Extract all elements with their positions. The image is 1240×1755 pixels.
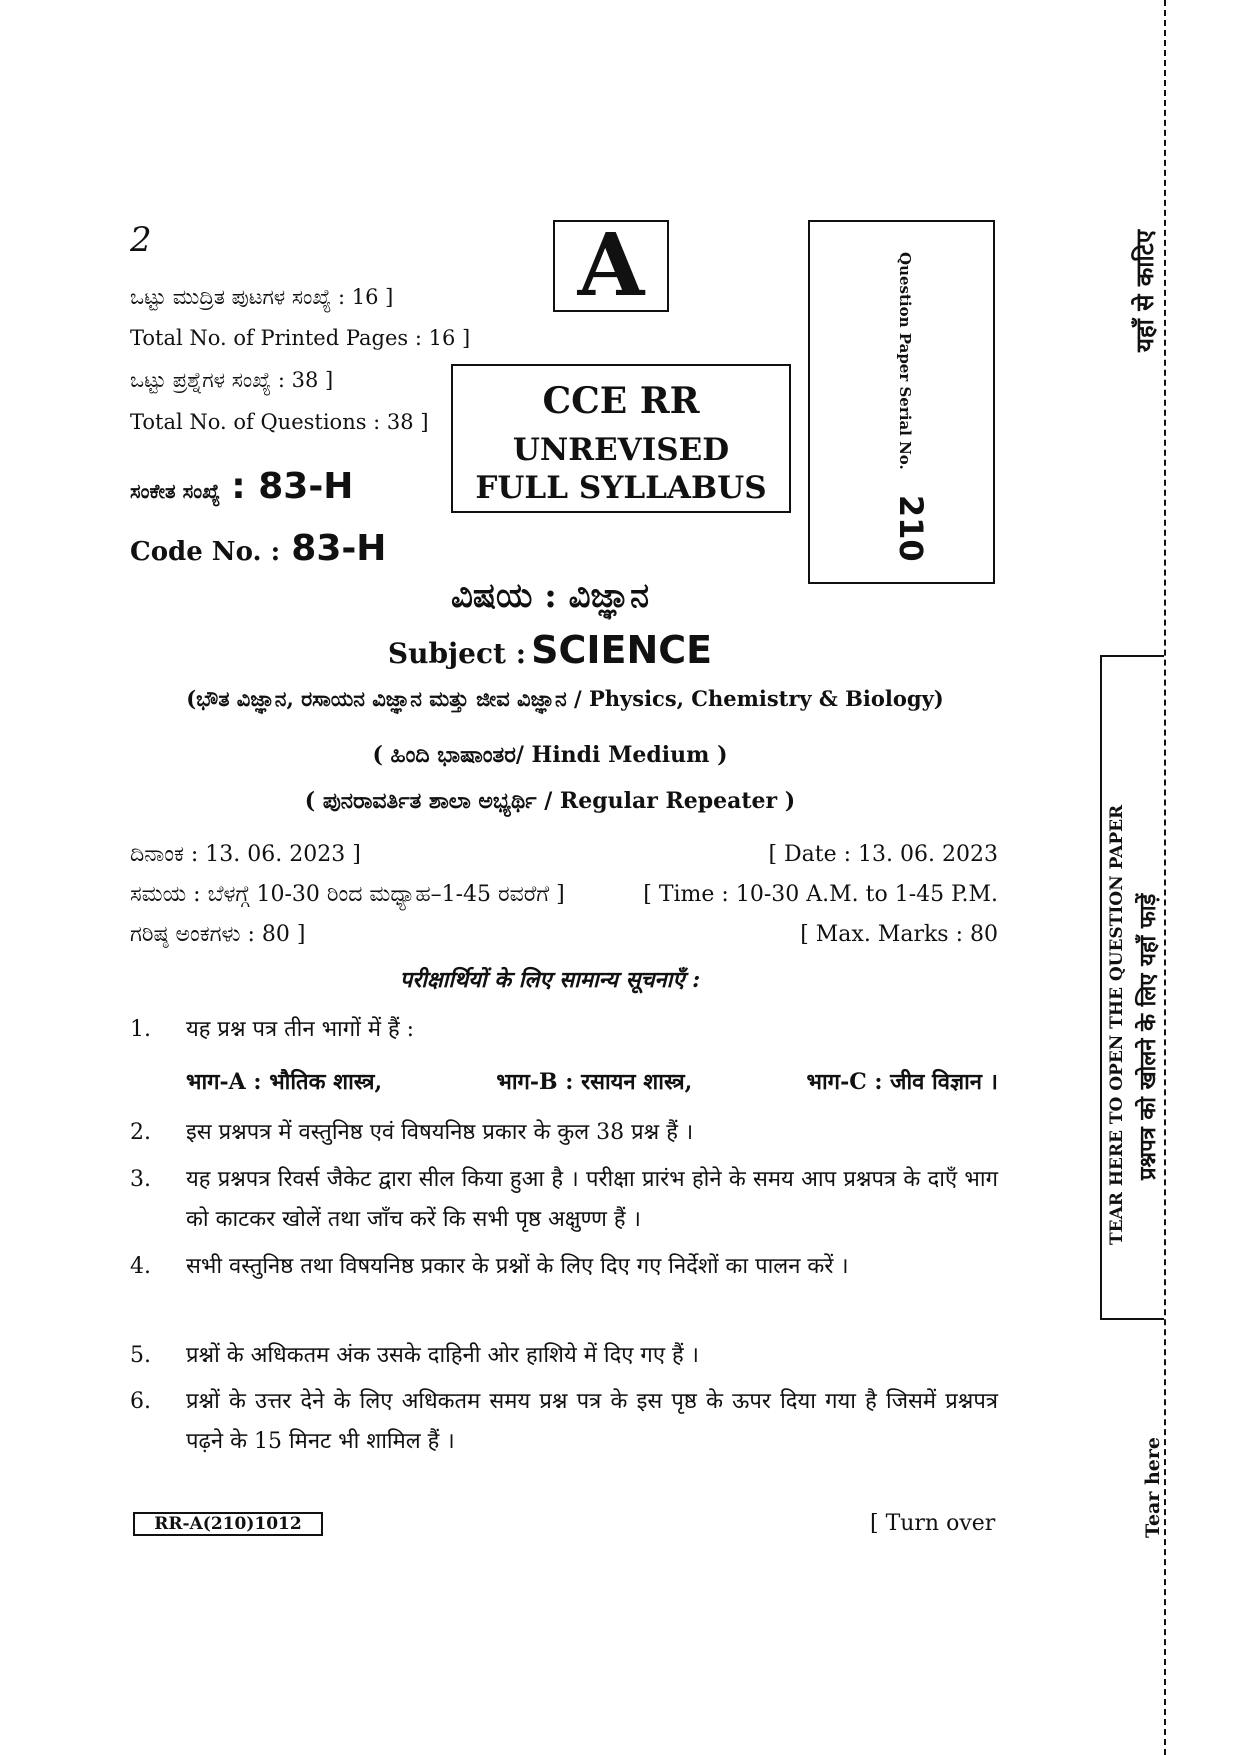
code-value: 83-H bbox=[291, 528, 387, 569]
instruction-item bbox=[130, 1160, 998, 1240]
time-row bbox=[130, 882, 998, 907]
instruction-item bbox=[130, 1247, 998, 1287]
marks-row bbox=[130, 922, 998, 947]
part-a: भाग-A : भौतिक शास्त्र, bbox=[186, 1069, 383, 1095]
instruction-number: 2. bbox=[130, 1120, 151, 1145]
turn-over: [ Turn over bbox=[870, 1511, 996, 1536]
exam-type-line2: FULL SYLLABUS bbox=[475, 470, 767, 506]
tear-instruction-english: TEAR HERE TO OPEN THE QUESTION PAPER bbox=[1107, 804, 1127, 1245]
code-label: Code No. : bbox=[130, 537, 281, 567]
reference-code: RR-A(210)1012 bbox=[133, 1512, 323, 1536]
instruction-number: 5. bbox=[130, 1343, 151, 1368]
tear-here-label[interactable]: Tear here bbox=[1142, 1437, 1164, 1538]
date-row bbox=[130, 842, 998, 867]
instruction-item bbox=[130, 1113, 998, 1153]
marks-kannada: ಗರಿಷ್ಠ ಅಂಕಗಳು : 80 ] bbox=[130, 922, 306, 947]
time-kannada: ಸಮಯ : ಬೆಳಗ್ಗೆ 10-30 ರಿಂದ ಮಧ್ಯಾಹ–1-45 ರವರೆಗೆ ] bbox=[130, 882, 565, 907]
instruction-text: प्रश्नों के अधिकतम अंक उसके दाहिनी ओर हाशिये में दिए गए हैं । bbox=[186, 1343, 699, 1368]
date-english: [ Date : 13. 06. 2023 bbox=[768, 842, 998, 867]
total-printed-pages: Total No. of Printed Pages : 16 ] bbox=[130, 326, 471, 350]
serial-number-box bbox=[808, 220, 995, 584]
instruction-number: 4. bbox=[130, 1254, 151, 1279]
instruction-text: सभी वस्तुनिष्ठ तथा विषयनिष्ठ प्रकार के प्रश्नों के लिए दिए गए निर्देशों का पालन करें । bbox=[186, 1254, 849, 1279]
kannada-code-label: ಸಂಕೇತ ಸಂಖ್ಯೆ bbox=[130, 479, 221, 503]
kannada-total-questions: ಒಟ್ಟು ಪ್ರಶ್ನೆಗಳ ಸಂಖ್ಯೆ : 38 ] bbox=[130, 368, 334, 392]
subject-label: Subject : bbox=[387, 637, 527, 670]
total-questions: Total No. of Questions : 38 ] bbox=[130, 410, 429, 434]
repeater-line: ( ಪುನರಾವರ್ತಿತ ಶಾಲಾ ಅಭ್ಯರ್ಥಿ / Regular Repeater ) bbox=[304, 788, 796, 814]
instruction-number: 6. bbox=[130, 1389, 151, 1414]
marks-english: [ Max. Marks : 80 bbox=[800, 922, 998, 947]
instruction-text: यह प्रश्न पत्र तीन भागों में हैं : bbox=[186, 1017, 415, 1042]
instruction-number: 1. bbox=[130, 1017, 151, 1042]
kannada-code-number bbox=[130, 466, 353, 507]
exam-type-title: CCE RR bbox=[542, 380, 700, 422]
exam-type-line1: UNREVISED bbox=[512, 432, 730, 468]
instruction-item bbox=[130, 1382, 998, 1462]
instruction-item bbox=[130, 1336, 998, 1376]
time-english: [ Time : 10-30 A.M. to 1-45 P.M. bbox=[643, 882, 998, 907]
page-number: 2 bbox=[130, 220, 152, 260]
version-box: A bbox=[553, 220, 669, 312]
tear-instruction-hindi: प्रश्नपत्र को खोलने के लिए यहाँ फाड़ें bbox=[1135, 893, 1161, 1180]
medium-line: ( ಹಿಂದಿ ಭಾಷಾಂತರ/ Hindi Medium ) bbox=[372, 742, 728, 768]
instruction-item bbox=[130, 1010, 998, 1050]
parts-list bbox=[186, 1066, 998, 1096]
instruction-text: इस प्रश्नपत्र में वस्तुनिष्ठ एवं विषयनिष्ठ प्रकार के कुल 38 प्रश्न हैं । bbox=[186, 1120, 694, 1145]
tear-dashed-line bbox=[1164, 0, 1166, 1755]
serial-value: 210 bbox=[892, 494, 930, 562]
part-c: भाग-C : जीव विज्ञान । bbox=[806, 1069, 998, 1095]
cut-here-hindi: यहाँ से काटिए bbox=[1130, 229, 1159, 352]
instructions-heading: परीक्षार्थियों के लिए सामान्य सूचनाएँ : bbox=[399, 967, 701, 993]
exam-type-box bbox=[451, 364, 791, 513]
kannada-code-value: : 83-H bbox=[231, 466, 354, 507]
part-b: भाग-B : रसायन शास्त्र, bbox=[496, 1069, 693, 1095]
subject-title bbox=[0, 628, 1100, 672]
instruction-text: यह प्रश्नपत्र रिवर्स जैकेट द्वारा सील किया हुआ है । परीक्षा प्रारंभ होने के समय आप प्रश्नपत्र के दाएँ भाग को काटकर खोलें तथा जाँच करें कि सभी पृष्ठ अक्षुण्ण हैं । bbox=[186, 1167, 998, 1232]
subject-subline: (ಭೌತ ವಿಜ್ಞಾನ, ರಸಾಯನ ವಿಜ್ಞಾನ ಮತ್ತು ಜೀವ ವಿಜ್ಞಾನ / Physics, Chemistry & Biology) bbox=[186, 686, 944, 711]
kannada-printed-pages: ಒಟ್ಟು ಮುದ್ರಿತ ಪುಟಗಳ ಸಂಖ್ಯೆ : 16 ] bbox=[130, 285, 394, 309]
date-kannada: ದಿನಾಂಕ : 13. 06. 2023 ] bbox=[130, 842, 361, 867]
subject-kannada: ವಿಷಯ : ವಿಜ್ಞಾನ bbox=[450, 576, 650, 616]
code-number bbox=[130, 528, 386, 569]
instruction-number: 3. bbox=[130, 1167, 151, 1192]
serial-label: Question Paper Serial No. bbox=[896, 252, 914, 470]
subject-value: SCIENCE bbox=[531, 628, 713, 672]
instruction-text: प्रश्नों के उत्तर देने के लिए अधिकतम समय प्रश्न पत्र के इस पृष्ठ के ऊपर दिया गया है जिसमें प्रश्नपत्र पढ़ने के 15 मिनट भी शामिल हैं । bbox=[186, 1389, 998, 1454]
